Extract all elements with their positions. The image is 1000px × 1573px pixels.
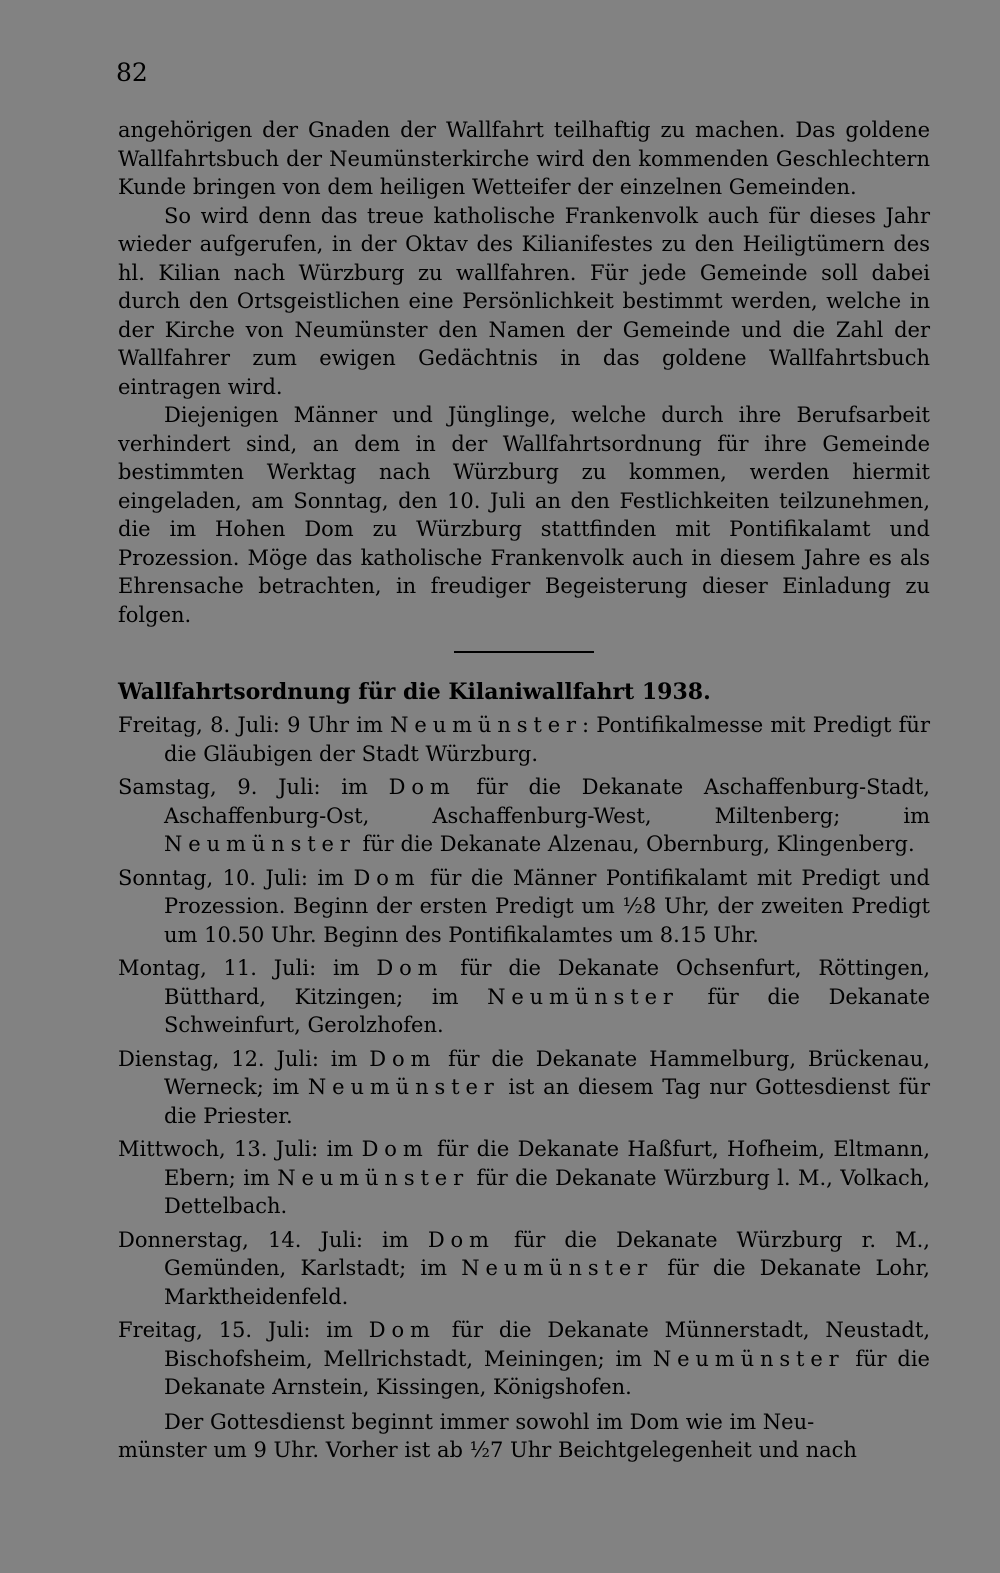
section-heading: Wallfahrtsordnung für die Kilaniwallfahrt 1938.	[118, 679, 711, 705]
paragraph-3: Diejenigen Männer und Jünglinge, welche durch ihre Berufsarbeit verhindert sind, an dem in der Wallfahrtsordnung für ihre Gemeinde bestimmten Werktag nach Würzburg zu kommen, werden hiermit eingeladen, am Sonntag, den 10. Juli an den Festlichkeiten teilzunehmen, die im Hohen Dom zu Würzburg stattfinden mit Pontifikalamt und Prozession. Möge das katholische Frankenvolk auch in diesem Jahre es als Ehrensache betrachten, in freudiger Begeisterung dieser Einladung zu folgen.	[118, 403, 930, 627]
entry-day: Dienstag, 12. Juli:	[118, 1046, 319, 1071]
entry-day: Montag, 11. Juli:	[118, 956, 317, 980]
schedule-entry: Dienstag, 12. Juli: im Dom für die Dekanate Hammelburg, Brückenau, Werneck; im Neumünster ist an diesem Tag nur Gottesdienst für die Priester.	[118, 1046, 931, 1128]
section-divider	[454, 651, 594, 653]
spaced-word: Neumünster	[277, 1165, 470, 1190]
spaced-word: Dom	[388, 775, 456, 799]
spaced-word: Dom	[427, 1227, 495, 1252]
spaced-word: Neumünster	[307, 1075, 500, 1099]
schedule-entry: Donnerstag, 14. Juli: im Dom für die Dekanate Würzburg r. M., Gemünden, Karlstadt; im Neumünster für die Dekanate Lohr, Marktheidenfeld.	[118, 1227, 930, 1309]
spaced-word: Dom	[361, 1137, 429, 1161]
schedule-entry: Freitag, 8. Juli: 9 Uhr im Neumünster: Pontifikalmesse mit Predigt für die Gläubigen der Stadt Würzburg.	[118, 713, 930, 766]
entry-day: Samstag, 9. Juli:	[118, 775, 321, 799]
entry-day: Sonntag, 10. Juli:	[118, 865, 308, 890]
spaced-word: Dom	[376, 956, 444, 980]
schedule-entry: Freitag, 15. Juli: im Dom für die Dekanate Münnerstadt, Neustadt, Bischofsheim, Mellrichstadt, Meiningen; im Neumünster für die Dekanate Arnstein, Kissingen, Königshofen.	[118, 1318, 930, 1399]
entry-day: Mittwoch, 13. Juli:	[118, 1137, 319, 1161]
schedule-entry: Samstag, 9. Juli: im Dom für die Dekanate Aschaffenburg-Stadt, Aschaffenburg-Ost, Aschaffenburg-West, Miltenberg; im Neumünster für die Dekanate Alzenau, Obernburg, Klingenberg.	[118, 775, 930, 856]
schedule-entry: Montag, 11. Juli: im Dom für die Dekanate Ochsenfurt, Röttingen, Bütthard, Kitzingen; im Neumünster für die Dekanate Schweinfurt, Gerolzhofen.	[118, 956, 930, 1037]
spaced-word: Neumünster	[487, 984, 679, 1009]
entry-day: Donnerstag, 14. Juli:	[118, 1227, 363, 1252]
page-number: 82	[116, 58, 148, 87]
paragraph-1: angehörigen der Gnaden der Wallfahrt teilhaftig zu machen. Das goldene Wallfahrtsbuch der Neumünsterkirche wird den kommenden Geschlechtern Kunde bringen von dem heiligen Wetteifer der einzelnen Gemeinden.	[118, 118, 930, 199]
spaced-word: Dom	[368, 1318, 436, 1342]
spaced-word: Dom	[353, 865, 421, 890]
paragraph-2: So wird denn das treue katholische Frankenvolk auch für dieses Jahr wieder aufgerufen, in der Oktav des Kilianifestes zu den Heiligtümern des hl. Kilian nach Würzburg zu wallfahren. Für jede Gemeinde soll dabei durch den Ortsgeistlichen eine Persönlichkeit bestimmt werden, welche in der Kirche von Neumünster den Namen der Gemeinde und die Zahl der Wallfahrer zum ewigen Gedächtnis in das goldene Wallfahrtsbuch eintragen wird.	[118, 203, 930, 399]
closing-paragraph: Der Gottesdienst beginnt immer sowohl im Dom wie im Neu- münster um 9 Uhr. Vorher ist ab ½7 Uhr Beichtgelegenheit und nach	[118, 1409, 857, 1462]
spaced-word: Neumünster	[461, 1256, 654, 1280]
schedule-entry: Mittwoch, 13. Juli: im Dom für die Dekanate Haßfurt, Hofheim, Eltmann, Ebern; im Neumünster für die Dekanate Würzburg l. M., Volkach, Dettelbach.	[118, 1137, 931, 1218]
spaced-word: Neumünster	[652, 1346, 845, 1371]
spaced-word: Neumünster	[390, 713, 582, 737]
spaced-word: Dom	[369, 1046, 437, 1071]
spaced-word: Neumünster	[164, 832, 356, 856]
schedule-entry: Sonntag, 10. Juli: im Dom für die Männer Pontifikalamt mit Predigt und Prozession. Beginn der ersten Predigt um ½8 Uhr, der zweiten Predigt um 10.50 Uhr. Beginn des Pontifikalamtes um 8.15 Uhr.	[118, 865, 930, 947]
entry-day: Freitag, 15. Juli:	[118, 1318, 311, 1342]
entry-day: Freitag, 8. Juli:	[118, 713, 280, 737]
